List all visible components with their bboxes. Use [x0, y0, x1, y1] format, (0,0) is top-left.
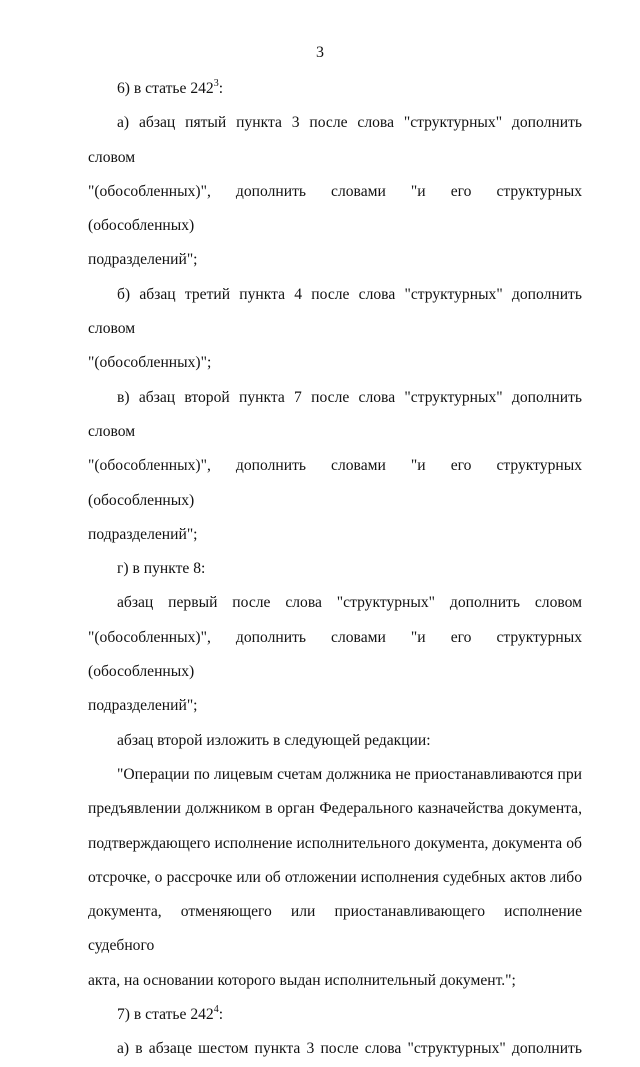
text-line-content: подтверждающего исполнение исполнительного документа, документа об [88, 834, 582, 852]
text-line [88, 895, 582, 964]
text-line [88, 552, 582, 586]
document-body [88, 72, 582, 1067]
text-line-suffix: : [218, 1006, 224, 1024]
text-line-content: абзац первый после слова "структурных" дополнить словом [117, 594, 582, 612]
text-line [88, 964, 582, 998]
text-line-content: а) в абзаце шестом пункта 3 после слова "структурных" дополнить [117, 1040, 582, 1058]
text-line [88, 449, 582, 518]
text-line [88, 106, 582, 175]
text-line-content: абзац второй изложить в следующей редакции: [117, 731, 431, 749]
text-line-content: подразделений"; [88, 697, 198, 715]
text-line-content: "(обособленных)"; [88, 354, 212, 372]
text-line [88, 346, 582, 380]
text-line-content: акта, на основании которого выдан исполнительный документ."; [88, 971, 516, 989]
text-line-content: "(обособленных)", дополнить словами "и его структурных (обособленных) [88, 182, 582, 235]
text-line-content: а) абзац пятый пункта 3 после слова "структурных" дополнить словом [88, 114, 582, 166]
text-line [88, 758, 582, 792]
article-superscript: 3 [213, 77, 219, 89]
text-line [88, 278, 582, 347]
text-line [88, 243, 582, 277]
text-line-content: документа, отменяющего или приостанавливающего исполнение судебного [88, 903, 582, 955]
text-line-content: отсрочке, о рассрочке или об отложении исполнения судебных актов либо [88, 868, 582, 886]
text-line [88, 518, 582, 552]
text-line [88, 586, 582, 620]
text-line-content: предъявлении должником в орган Федерального казначейства документа, [88, 800, 582, 818]
text-line [88, 621, 582, 690]
text-line-content: 7) в статье 242 [117, 1006, 214, 1024]
text-line-content: "(обособленных)", дополнить словами "и его структурных (обособленных) [88, 628, 582, 681]
text-line-content: "(обособленных)", дополнить словами "и его структурных (обособленных) [88, 457, 582, 509]
text-line [88, 724, 582, 758]
text-line-content: г) в пункте 8: [117, 560, 206, 578]
page-number: 3 [316, 44, 324, 61]
text-line [88, 998, 582, 1032]
text-line [88, 381, 582, 450]
text-line [88, 175, 582, 244]
text-line [88, 861, 582, 895]
text-line-content: подразделений"; [88, 525, 198, 543]
text-line [88, 827, 582, 861]
text-line [88, 689, 582, 723]
text-line-suffix: : [218, 80, 224, 97]
article-superscript: 4 [213, 1003, 219, 1015]
text-line [88, 792, 582, 826]
text-line [88, 72, 582, 106]
text-line [88, 1032, 582, 1066]
text-line-content: б) абзац третий пункта 4 после слова "структурных" дополнить словом [88, 285, 582, 338]
text-line-content: подразделений"; [88, 251, 198, 269]
text-line-content: 6) в статье 242 [117, 80, 214, 97]
text-line-content: в) абзац второй пункта 7 после слова "структурных" дополнить словом [88, 388, 582, 440]
text-line-content: "Операции по лицевым счетам должника не приостанавливаются при [117, 765, 582, 783]
